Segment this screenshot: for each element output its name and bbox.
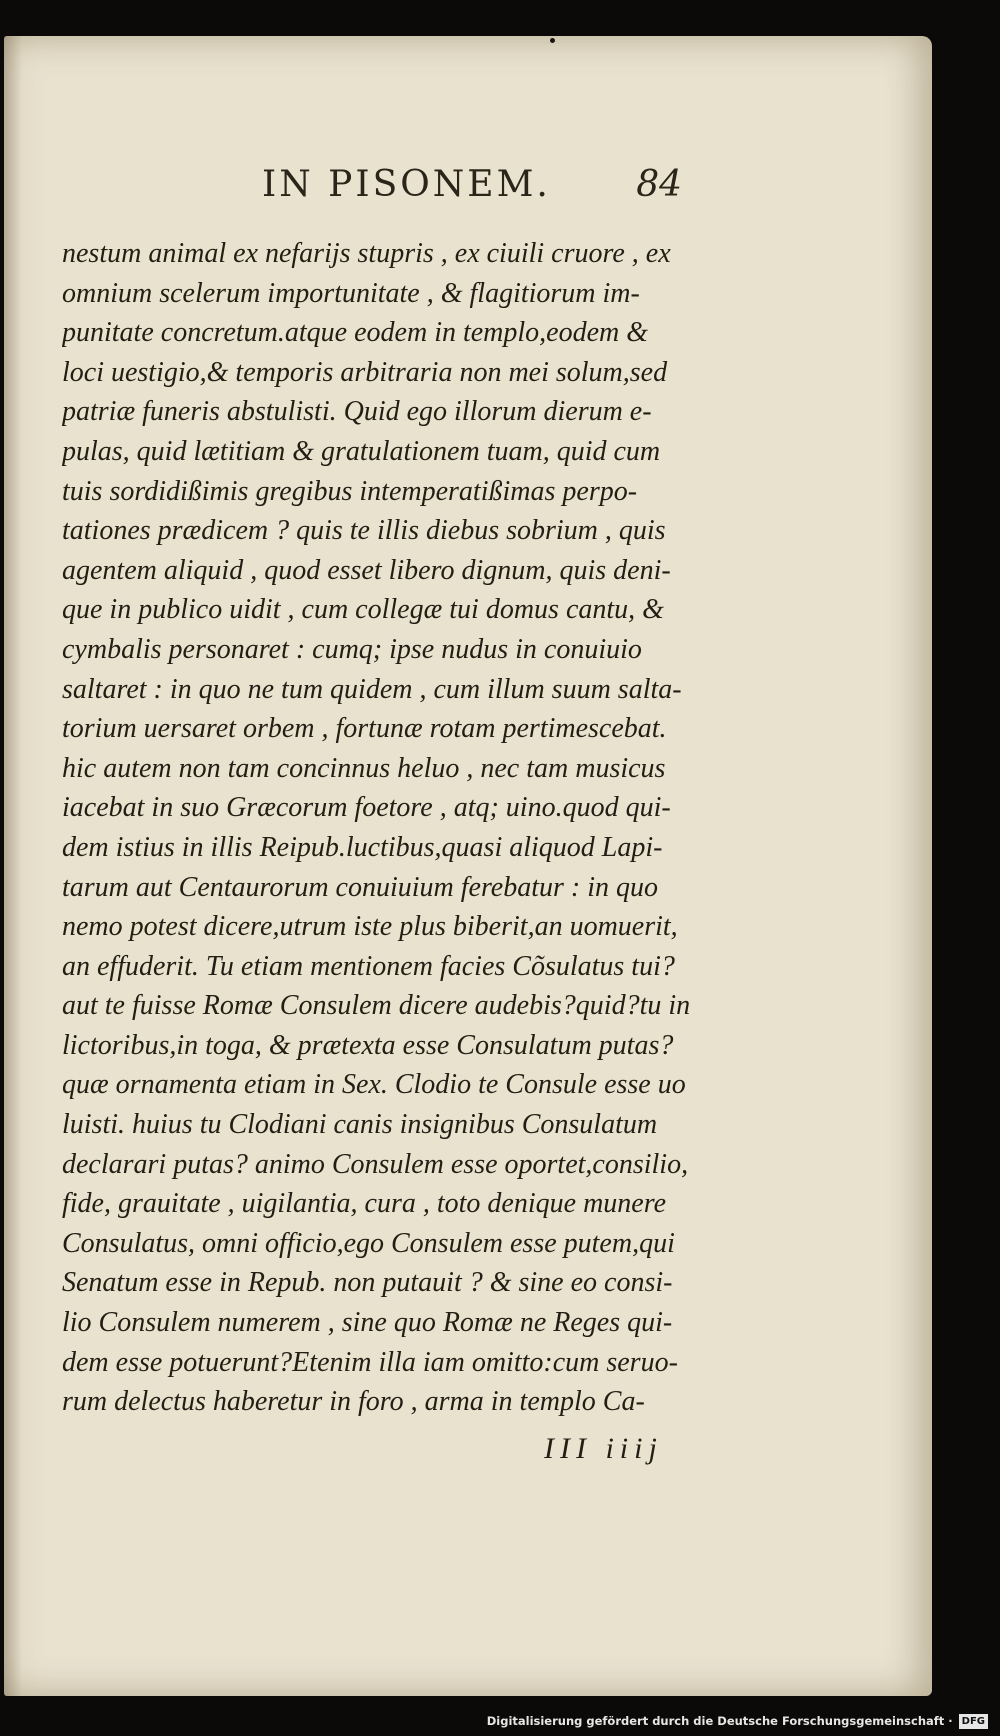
page-spine-shadow: [4, 36, 22, 1696]
text-line: aut te fuisse Romæ Consulem dicere audebis?quid?tu in: [62, 990, 691, 1022]
text-line: dem esse potuerunt?Etenim illa iam omitto:cum seruo-: [62, 1346, 678, 1378]
text-line: lictoribus,in toga, & prætexta esse Consulatum putas?: [62, 1029, 674, 1061]
text-line: lio Consulem numerem , sine quo Romæ ne Reges qui-: [62, 1307, 673, 1339]
text-line: quæ ornamenta etiam in Sex. Clodio te Consule esse uo: [62, 1069, 686, 1101]
running-head: IN PISONEM.: [262, 164, 551, 205]
text-line: hic autem non tam concinnus heluo , nec tam musicus: [62, 752, 666, 784]
text-line: an effuderit. Tu etiam mentionem facies Cõsulatus tui?: [62, 950, 675, 982]
credit-text: Digitalisierung gefördert durch die Deutsche Forschungsgemeinschaft ·: [486, 1714, 953, 1728]
text-line: agentem aliquid , quod esset libero dignum, quis deni-: [62, 554, 671, 586]
digitization-credit: [487, 1712, 988, 1730]
dfg-logo: DFG: [959, 1714, 988, 1729]
text-line: fide, grauitate , uigilantia, cura , toto denique munere: [62, 1188, 666, 1220]
ink-speck: [550, 38, 555, 43]
page-header: [262, 164, 682, 216]
text-line: tuis sordidißimis gregibus intemperatißimas perpo-: [62, 475, 638, 507]
page-number: 84: [636, 164, 682, 205]
text-line: saltaret : in quo ne tum quidem , cum illum suum salta-: [62, 673, 682, 705]
book-page: [4, 36, 932, 1696]
text-line: dem istius in illis Reipub.luctibus,quasi aliquod Lapi-: [62, 831, 663, 863]
text-line: rum delectus haberetur in foro , arma in templo Ca-: [62, 1386, 645, 1418]
catchword-signature: III iiij: [544, 1432, 663, 1465]
text-line: declarari putas? animo Consulem esse oportet,consilio,: [62, 1148, 689, 1180]
text-line: patriæ funeris abstulisti. Quid ego illorum dierum e-: [62, 396, 652, 428]
text-line: omnium scelerum importunitate , & flagitiorum im-: [62, 277, 640, 309]
text-line: torium uersaret orbem , fortunæ rotam pertimescebat.: [62, 713, 667, 745]
text-line: tarum aut Centaurorum conuiuium ferebatur : in quo: [62, 871, 659, 903]
text-line: Consulatus, omni officio,ego Consulem esse putem,qui: [62, 1227, 675, 1259]
text-line: que in publico uidit , cum collegæ tui domus cantu, &: [62, 594, 664, 626]
body-text: [62, 234, 702, 1422]
text-line: Senatum esse in Repub. non putauit ? & sine eo consi-: [62, 1267, 673, 1299]
text-line: iacebat in suo Græcorum foetore , atq; uino.quod qui-: [62, 792, 671, 824]
text-line: punitate concretum.atque eodem in templo,eodem &: [62, 317, 649, 349]
text-line: nemo potest dicere,utrum iste plus biberit,an uomuerit,: [62, 911, 678, 943]
text-line: loci uestigio,& temporis arbitraria non mei solum,sed: [62, 356, 668, 388]
text-line: tationes prædicem ? quis te illis diebus sobrium , quis: [62, 515, 666, 547]
text-line: pulas, quid lætitiam & gratulationem tuam, quid cum: [62, 435, 661, 467]
text-line: nestum animal ex nefarijs stupris , ex ciuili cruore , ex: [62, 238, 671, 269]
text-line: cymbalis personaret : cumq; ipse nudus in conuiuio: [62, 633, 642, 665]
text-line: luisti. huius tu Clodiani canis insignibus Consulatum: [62, 1109, 658, 1141]
